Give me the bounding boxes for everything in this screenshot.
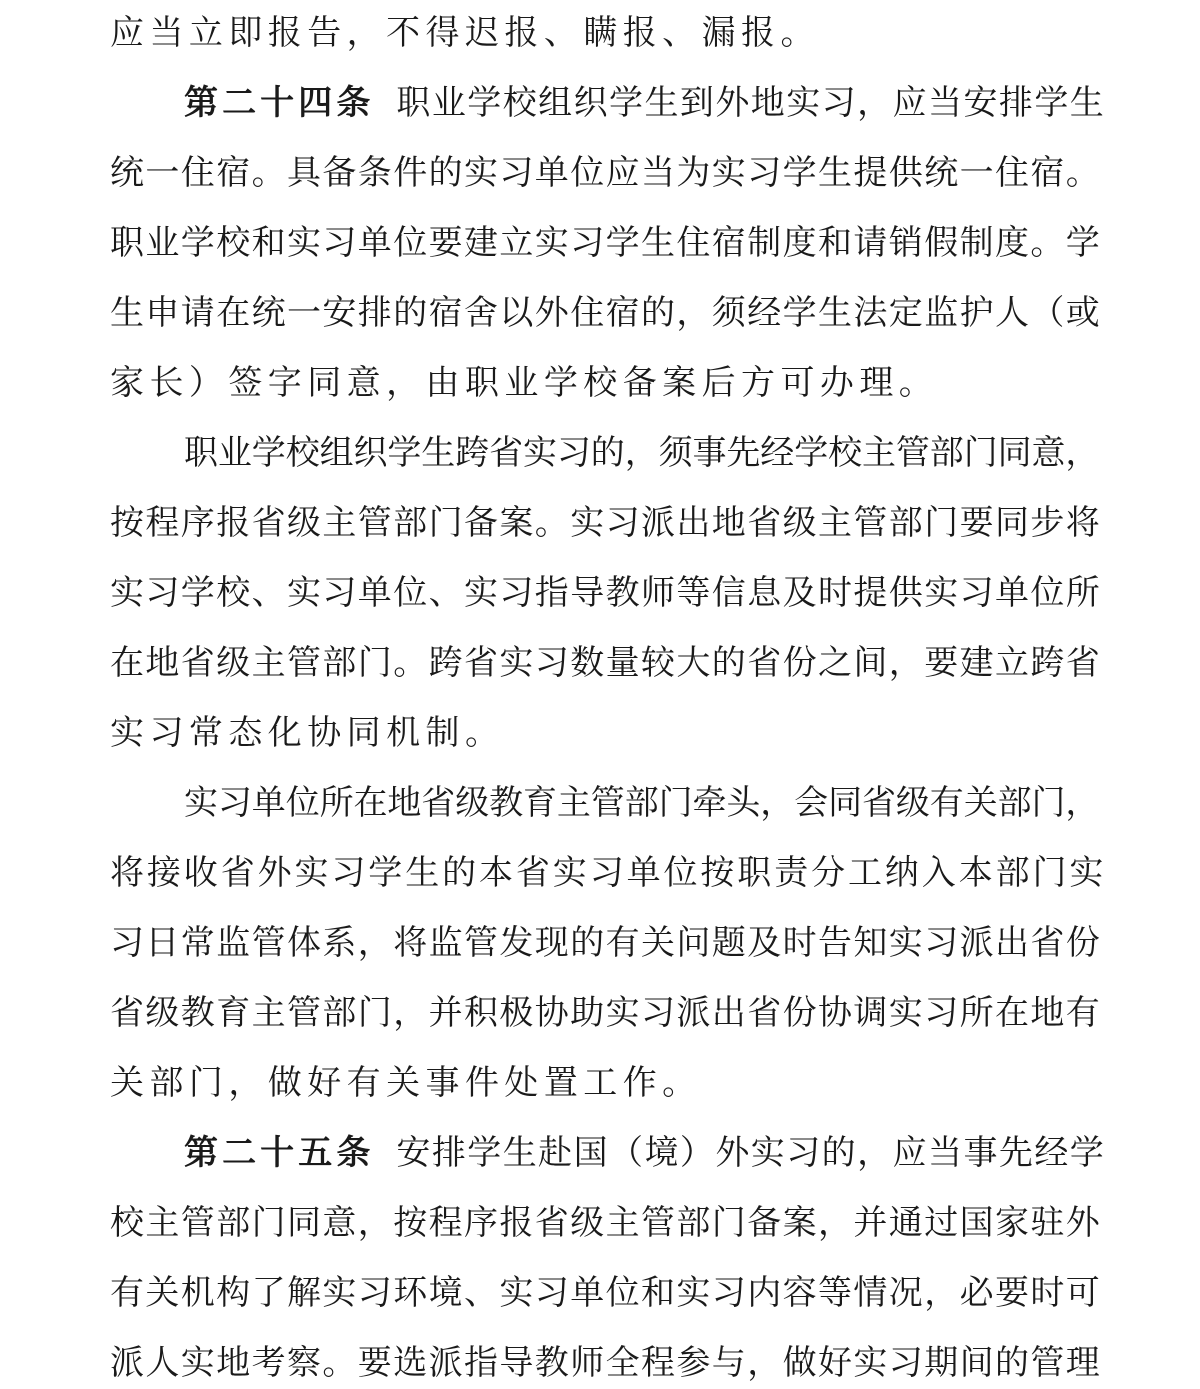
text-line: 派人实地考察。要选派指导教师全程参与，做好实习期间的管理 — [110, 1343, 1102, 1383]
paragraph-first-line: 实习单位所在地省级教育主管部门牵头，会同省级有关部门， — [184, 783, 1100, 823]
article-25-first-line — [184, 1128, 1110, 1178]
text-line: 统一住宿。具备条件的实习单位应当为实习学生提供统一住宿。 — [110, 153, 1102, 193]
paragraph-first-line: 职业学校组织学生跨省实习的，须事先经学校主管部门同意， — [184, 433, 1100, 473]
text-line: 关部门，做好有关事件处置工作。 — [110, 1063, 702, 1103]
text-line: 省级教育主管部门，并积极协助实习派出省份协调实习所在地有 — [110, 993, 1102, 1033]
article-25-heading: 第二十五条 — [184, 1133, 375, 1173]
text-line: 按程序报省级主管部门备案。实习派出地省级主管部门要同步将 — [110, 503, 1102, 543]
article-24-first-line — [184, 78, 1110, 128]
text-line: 家长）签字同意，由职业学校备案后方可办理。 — [110, 363, 939, 403]
text-line: 在地省级主管部门。跨省实习数量较大的省份之间，要建立跨省 — [110, 643, 1102, 683]
text-line: 应当立即报告，不得迟报、瞒报、漏报。 — [110, 13, 820, 53]
text-line: 职业学校和实习单位要建立实习学生住宿制度和请销假制度。学 — [110, 223, 1102, 263]
text-line: 有关机构了解实习环境、实习单位和实习内容等情况，必要时可 — [110, 1273, 1102, 1313]
article-24-heading: 第二十四条 — [184, 83, 375, 123]
text-line: 将接收省外实习学生的本省实习单位按职责分工纳入本部门实 — [110, 853, 1107, 893]
text-line: 实习常态化协同机制。 — [110, 713, 505, 753]
text-line: 习日常监管体系，将监管发现的有关问题及时告知实习派出省份 — [110, 923, 1102, 963]
text-line: 生申请在统一安排的宿舍以外住宿的，须经学生法定监护人（或 — [110, 293, 1102, 333]
article-24-text: 职业学校组织学生到外地实习，应当安排学生 — [396, 83, 1106, 123]
text-line: 实习学校、实习单位、实习指导教师等信息及时提供实习单位所 — [110, 573, 1102, 613]
text-line: 校主管部门同意，按程序报省级主管部门备案，并通过国家驻外 — [110, 1203, 1102, 1243]
article-25-text: 安排学生赴国（境）外实习的，应当事先经学 — [396, 1133, 1106, 1173]
